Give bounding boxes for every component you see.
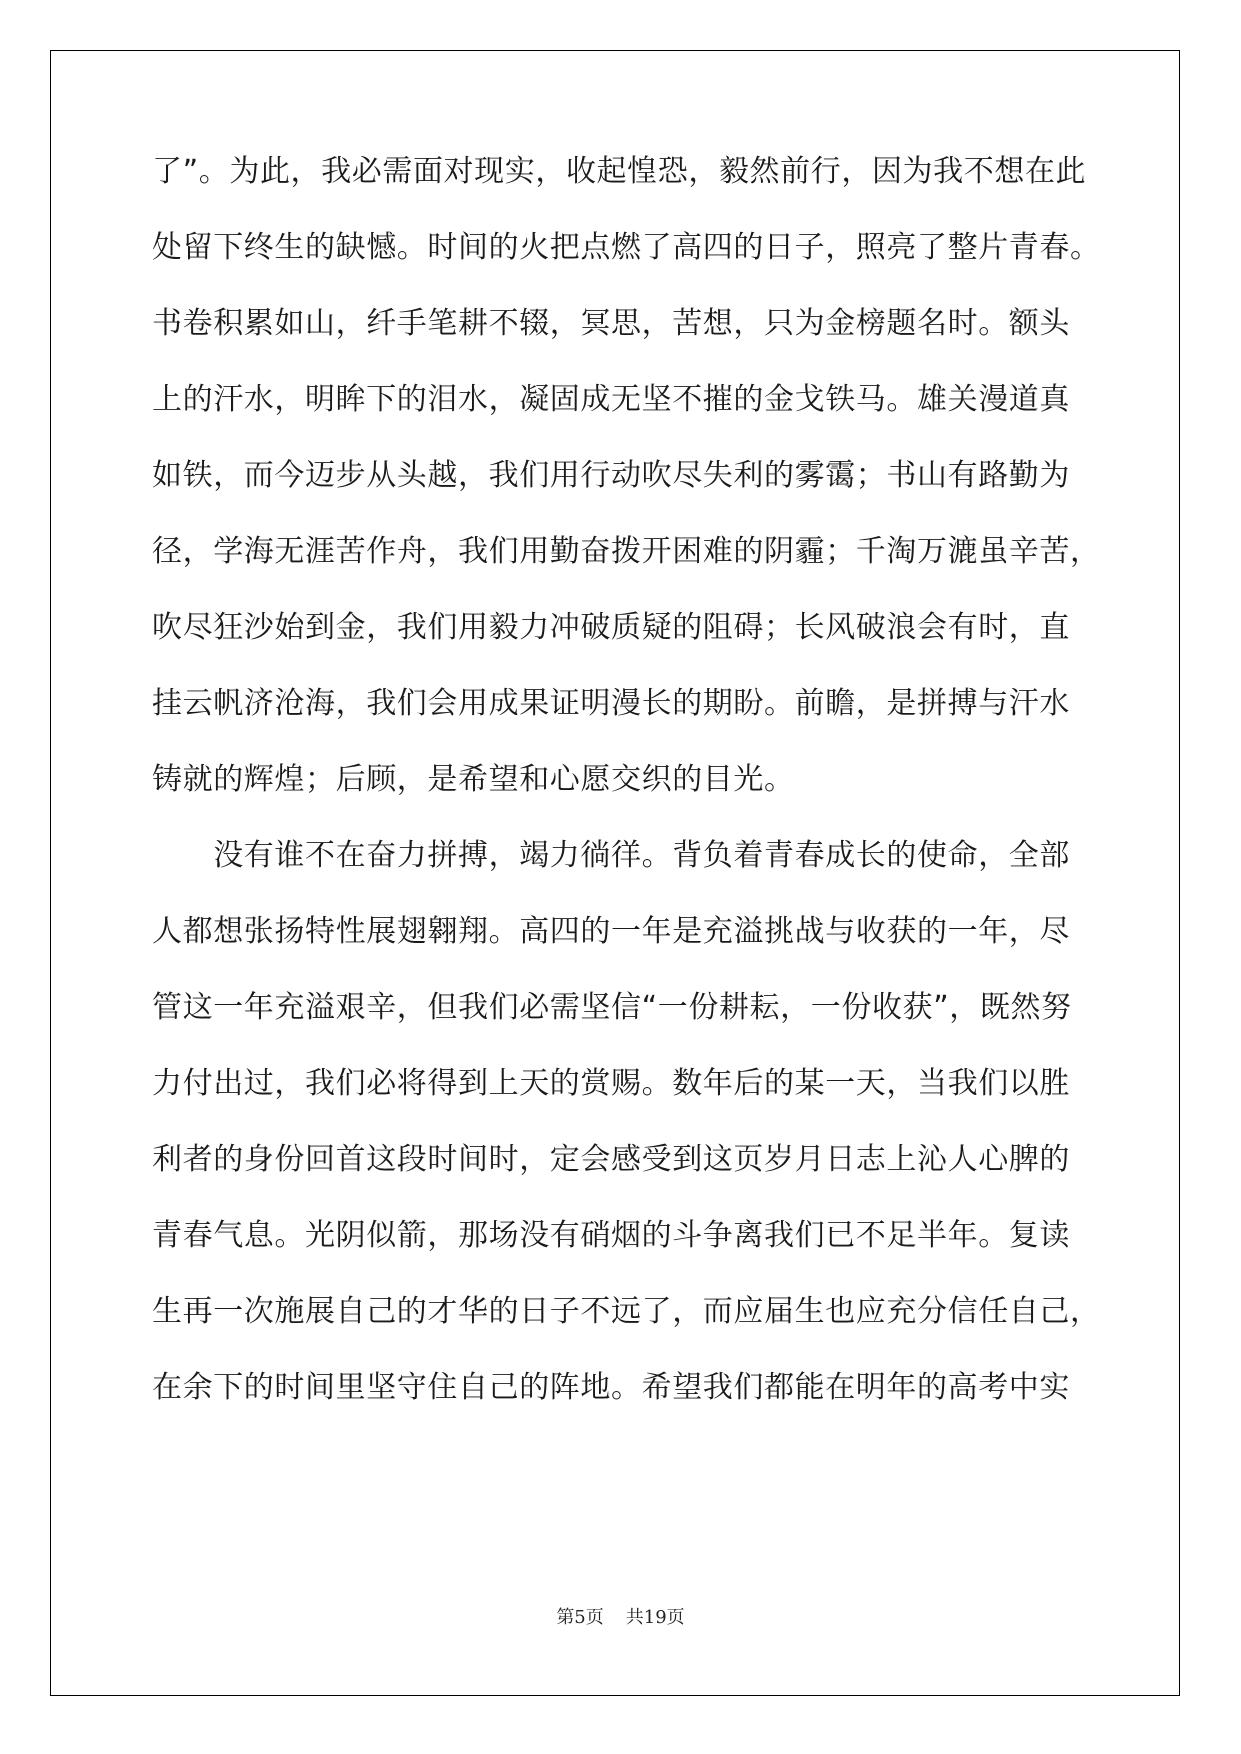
- text-line: 在余下的时间里坚守住自己的阵地。希望我们都能在明年的高考中实: [152, 1370, 1070, 1405]
- text-line: 人都想张扬特性展翅翱翔。高四的一年是充溢挑战与收获的一年，尽: [152, 914, 1070, 949]
- text-line: 上的汗水，明眸下的泪水，凝固成无坚不摧的金戈铁马。雄关漫道真: [152, 382, 1070, 417]
- text-line: 挂云帆济沧海，我们会用成果证明漫长的期盼。前瞻，是拼搏与汗水: [152, 686, 1070, 721]
- text-line: 没有谁不在奋力拼搏，竭力徜徉。背负着青春成长的使命，全部: [152, 838, 1070, 873]
- page-total: 共19页: [625, 1607, 685, 1628]
- text-line: 了”。为此，我必需面对现实，收起惶恐，毅然前行，因为我不想在此: [152, 154, 1087, 189]
- text-line: 如铁，而今迈步从头越，我们用行动吹尽失利的雾霭；书山有路勤为: [152, 458, 1070, 493]
- text-line: 书卷积累如山，纤手笔耕不辍，冥思，苦想，只为金榜题名时。额头: [152, 306, 1070, 341]
- text-line: 青春气息。光阴似箭，那场没有硝烟的斗争离我们已不足半年。复读: [152, 1218, 1070, 1253]
- text-line: 吹尽狂沙始到金，我们用毅力冲破质疑的阻碍；长风破浪会有时，直: [152, 610, 1070, 645]
- page-number: 第5页: [556, 1607, 604, 1628]
- text-line: 利者的身份回首这段时间时，定会感受到这页岁月日志上沁人心脾的: [152, 1142, 1070, 1177]
- page-footer: [0, 1606, 1241, 1630]
- text-line: 力付出过，我们必将得到上天的赏赐。数年后的某一天，当我们以胜: [152, 1066, 1070, 1101]
- text-line: 管这一年充溢艰辛，但我们必需坚信“一份耕耘，一份收获”，既然努: [152, 990, 1072, 1025]
- text-line: 生再一次施展自己的才华的日子不远了，而应届生也应充分信任自己，: [152, 1294, 1101, 1329]
- text-line: 径，学海无涯苦作舟，我们用勤奋拨开困难的阴霾；千淘万漉虽辛苦，: [152, 534, 1101, 569]
- text-line: 处留下终生的缺憾。时间的火把点燃了高四的日子，照亮了整片青春。: [152, 230, 1101, 265]
- text-line: 铸就的辉煌；后顾，是希望和心愿交织的目光。: [152, 762, 795, 797]
